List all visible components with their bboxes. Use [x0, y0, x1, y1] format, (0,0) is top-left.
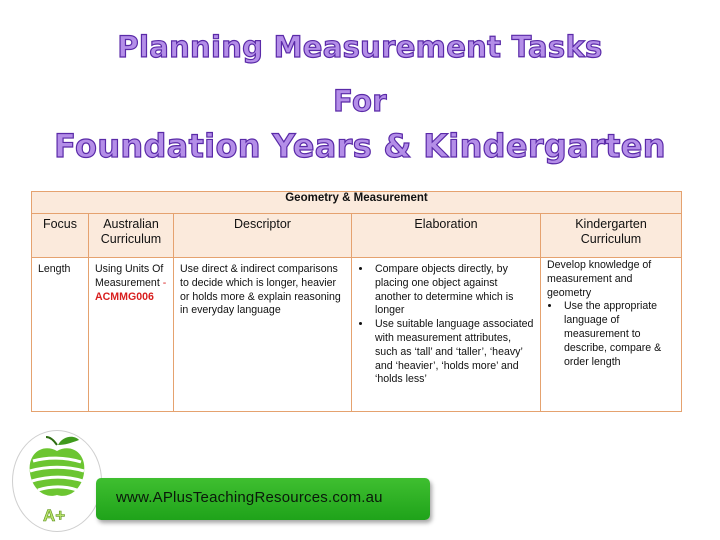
- elaboration-item: • Use suitable language associated with measurement attributes, such as ‘tall’ and ‘taller’, ‘heavy’ and ‘heavier’, ‘holds more’ and ‘holds less’: [372, 318, 536, 387]
- aplus-logo: [12, 430, 102, 532]
- cell-australian-curriculum: [89, 258, 174, 412]
- cell-elaboration: [352, 258, 541, 412]
- column-header-focus: Focus: [32, 214, 89, 258]
- elaboration-item: • Compare objects directly, by placing one object against another to determine which is longer: [372, 263, 536, 318]
- column-header-elaboration: Elaboration: [352, 214, 541, 258]
- section-header: Geometry & Measurement: [32, 192, 682, 214]
- apple-logo-icon: [13, 431, 101, 531]
- cell-kindergarten-curriculum: [541, 258, 682, 412]
- logo-text: A+: [43, 506, 66, 525]
- kindergarten-list: [547, 300, 677, 369]
- column-header-australian-curriculum: Australian Curriculum: [89, 214, 174, 258]
- curriculum-strand: Using Units Of Measurement: [95, 263, 164, 289]
- kindergarten-intro: Develop knowledge of measurement and geometry: [547, 259, 652, 299]
- website-url[interactable]: www.APlusTeachingResources.com.au: [116, 489, 383, 506]
- measurement-table: [31, 191, 682, 412]
- title-line-2: For: [333, 84, 387, 118]
- cell-focus: Length: [32, 258, 89, 412]
- column-header-descriptor: Descriptor: [174, 214, 352, 258]
- curriculum-code: ACMMG006: [95, 290, 154, 303]
- table-row: [32, 258, 682, 412]
- website-url-banner[interactable]: [96, 478, 430, 520]
- code-prefix: -: [162, 276, 167, 289]
- kindergarten-item: • Use the appropriate language of measurement to describe, compare & order length: [561, 300, 677, 369]
- column-header-kindergarten-curriculum: Kindergarten Curriculum: [541, 214, 682, 258]
- elaboration-list: [358, 263, 536, 387]
- cell-descriptor: Use direct & indirect comparisons to decide which is longer, heavier or holds more & explain reasoning in everyday language: [174, 258, 352, 412]
- title-line-1: Planning Measurement Tasks: [117, 30, 603, 64]
- title-line-3: Foundation Years & Kindergarten: [54, 127, 666, 165]
